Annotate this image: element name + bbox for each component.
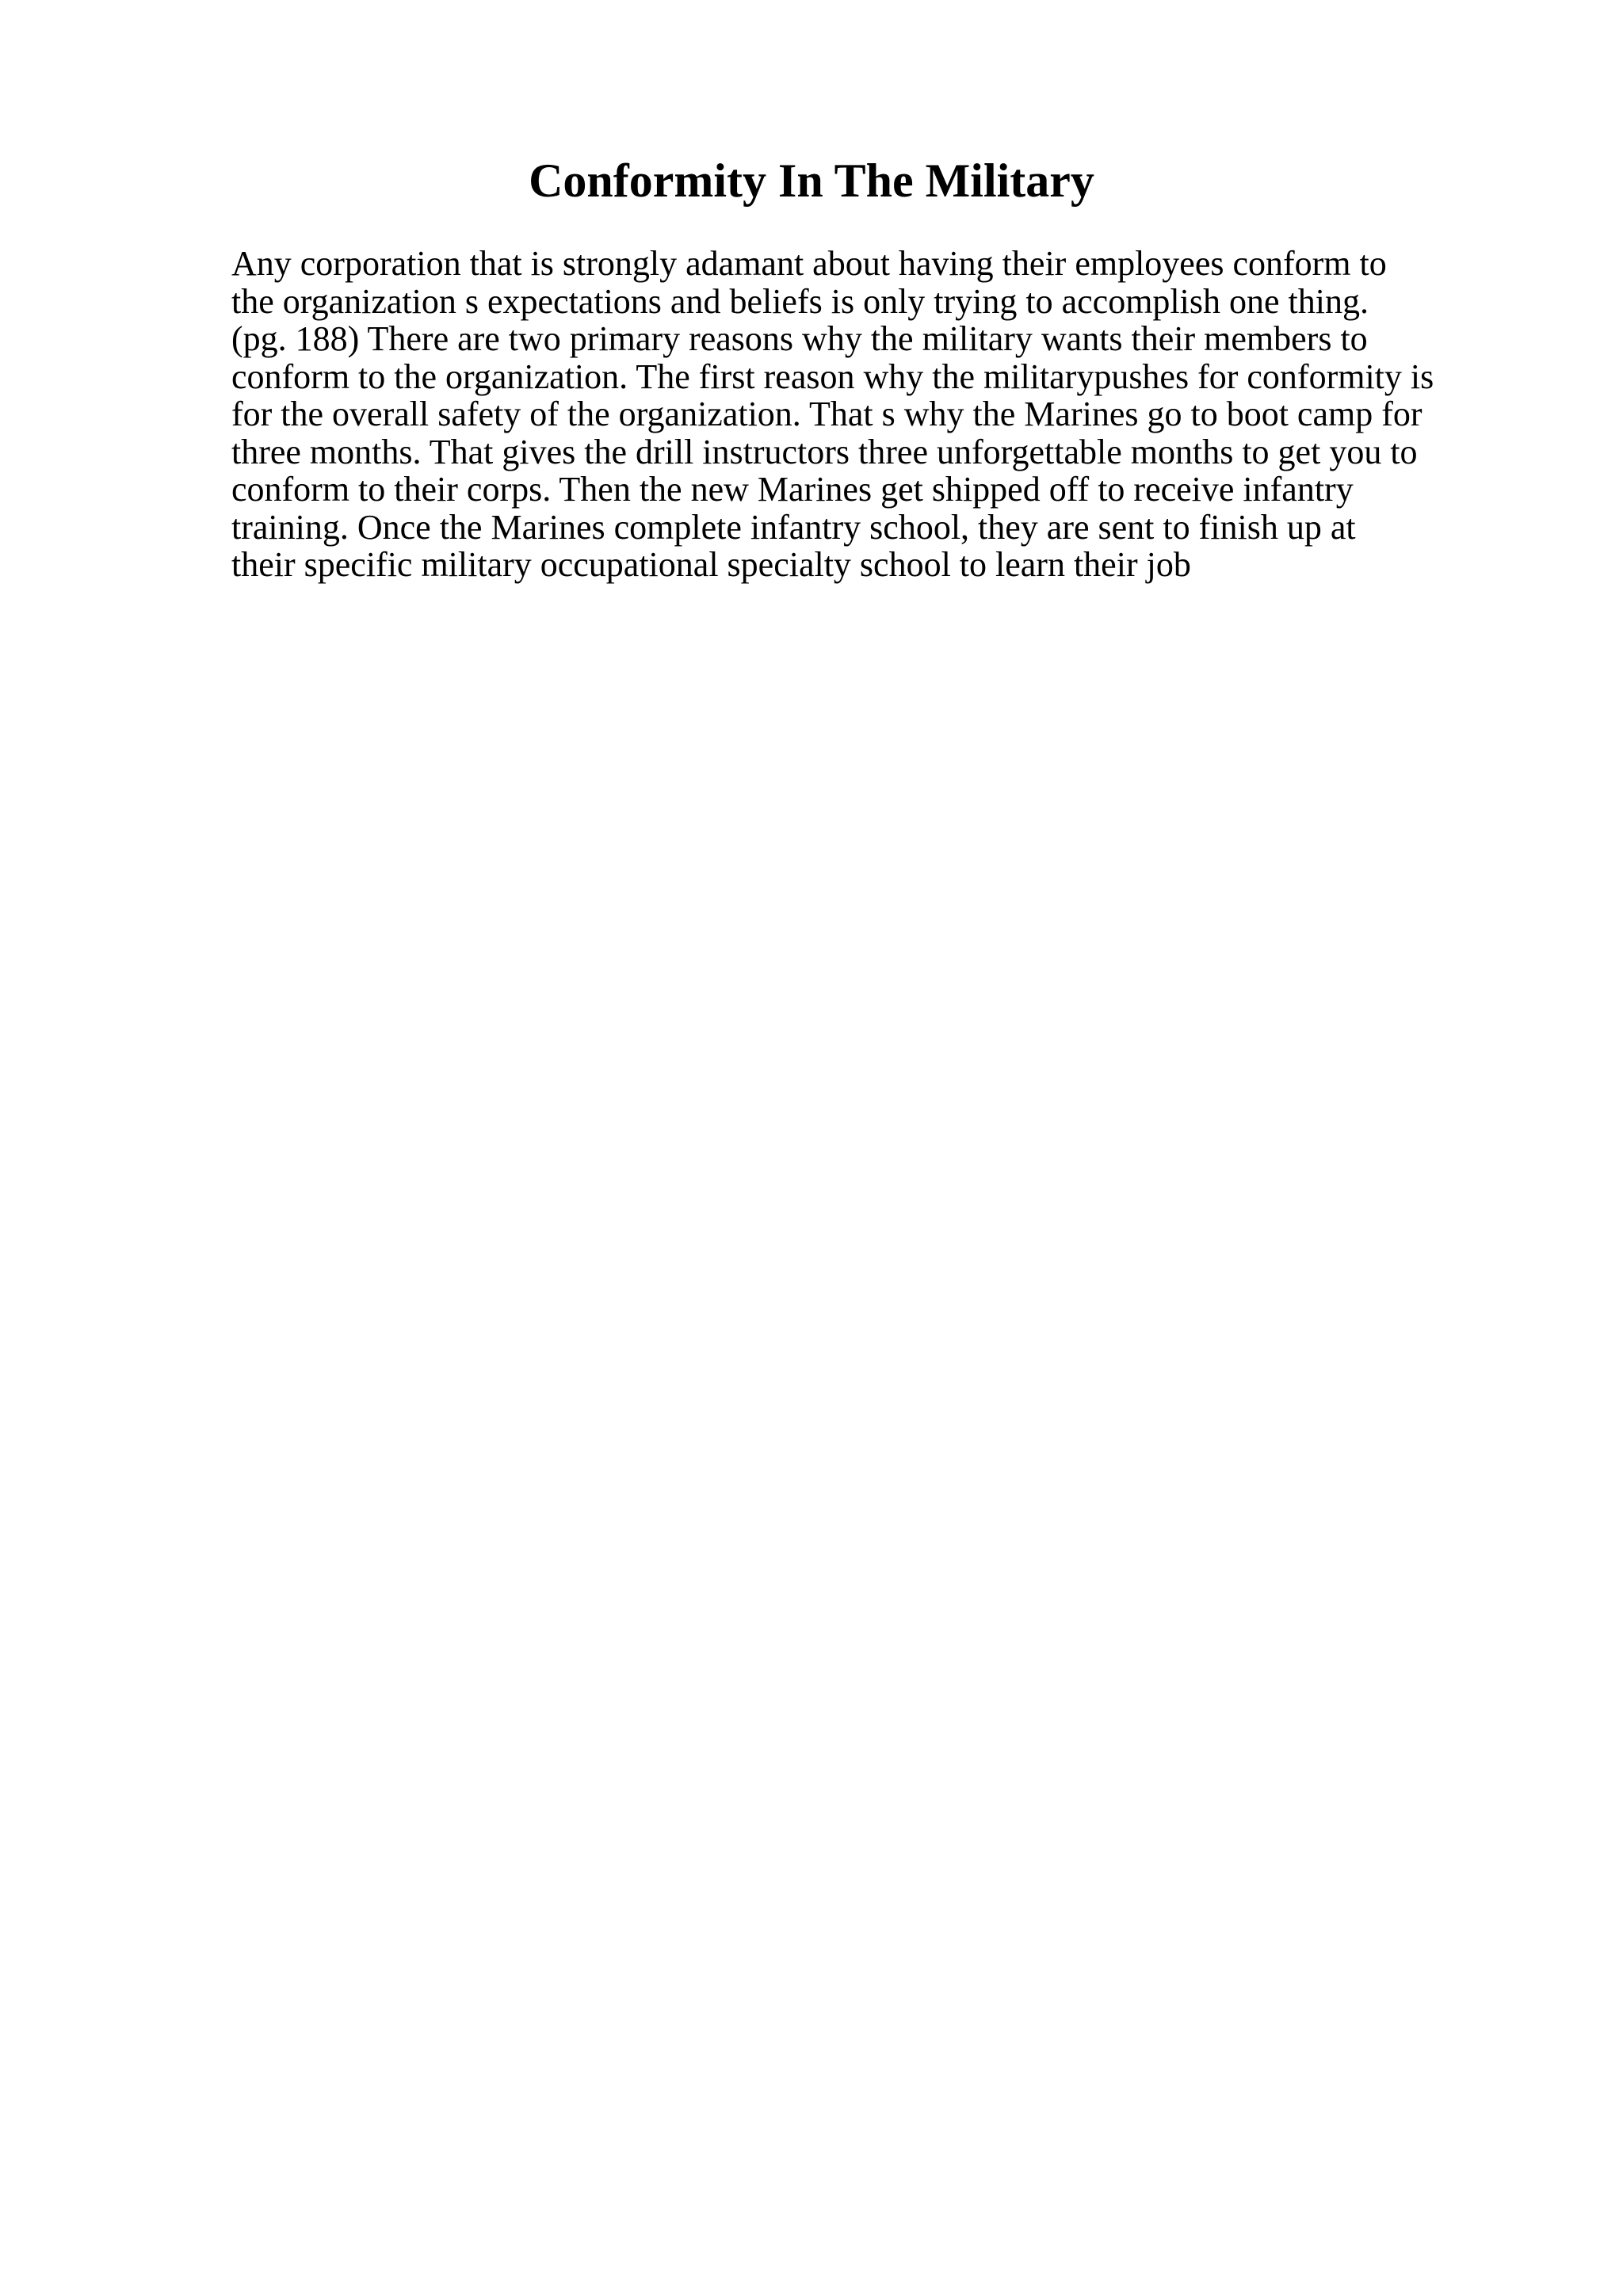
body-line: training. Once the Marines complete infantry school, they are sent to finish up at	[231, 507, 1356, 547]
body-line: conform to the organization. The first reason why the militarypushes for conformity is	[231, 357, 1434, 396]
body-line: for the overall safety of the organization. That s why the Marines go to boot camp for	[231, 395, 1423, 433]
body-paragraph	[231, 245, 1594, 584]
body-line: three months. That gives the drill instructors three unforgettable months to get you to	[231, 432, 1418, 471]
body-line: conform to their corps. Then the new Marines get shipped off to receive infantry	[231, 470, 1354, 509]
body-line: (pg. 188) There are two primary reasons why the military wants their members to	[231, 319, 1368, 358]
body-line: the organization s expectations and beliefs is only trying to accomplish one thing.	[231, 281, 1369, 321]
body-line: their specific military occupational specialty school to learn their job	[231, 545, 1191, 584]
body-line: Any corporation that is strongly adamant about having their employees conform to	[231, 244, 1387, 283]
page-title: Conformity In The Military	[529, 154, 1094, 207]
